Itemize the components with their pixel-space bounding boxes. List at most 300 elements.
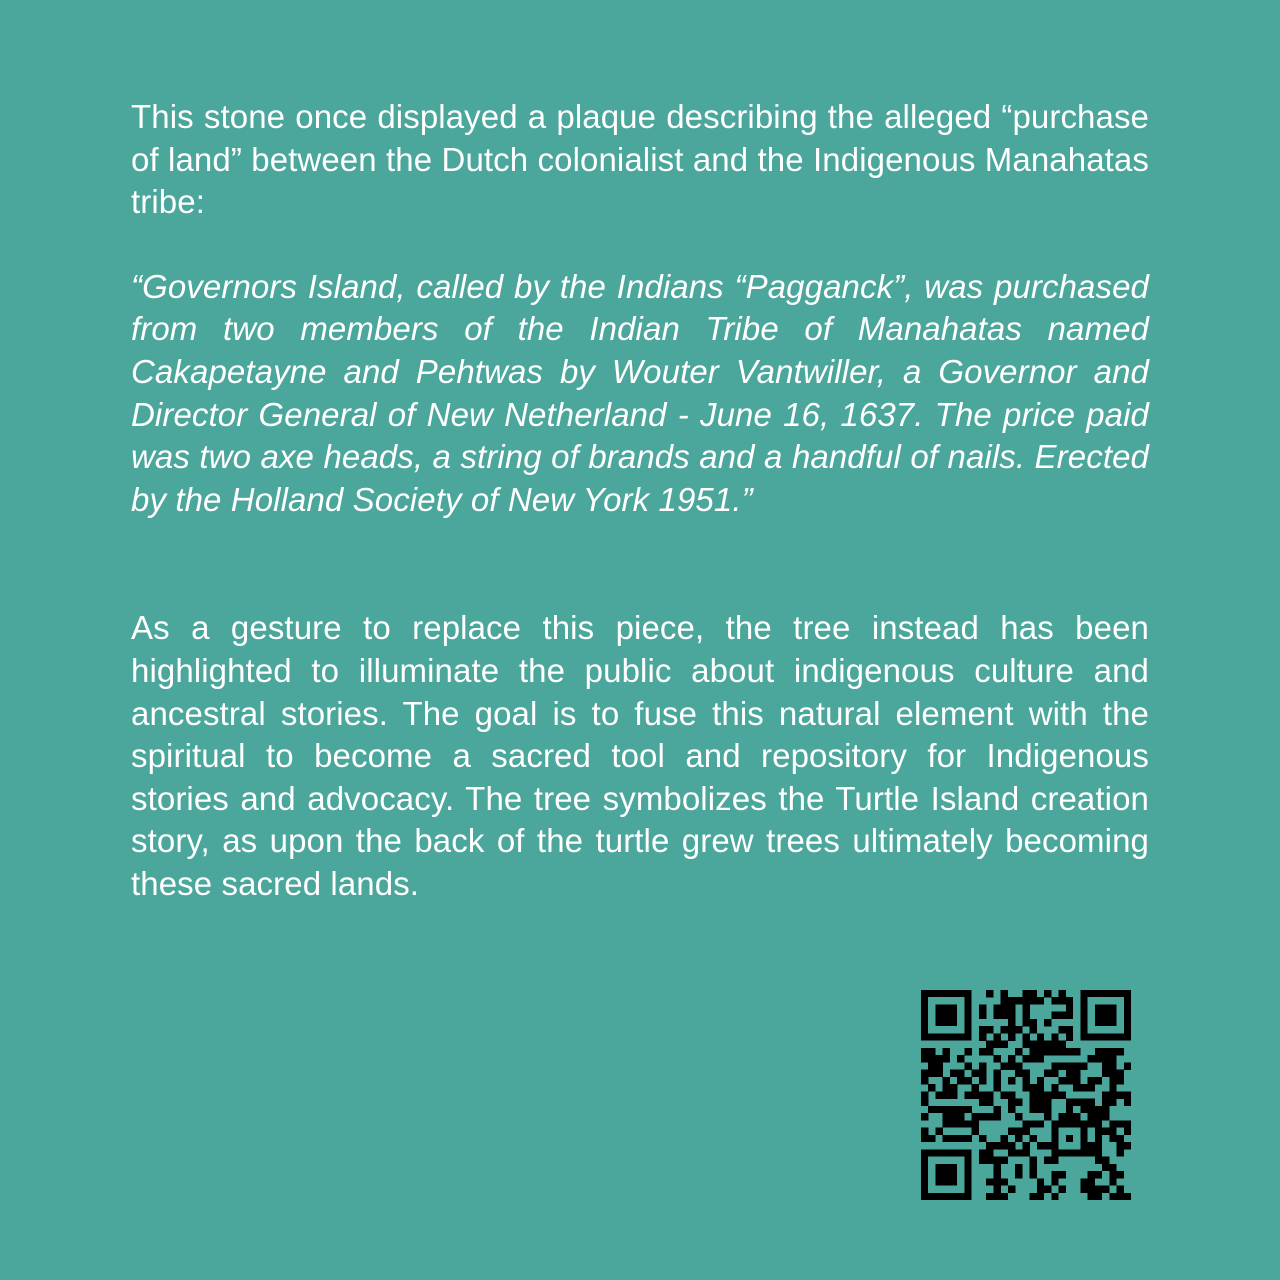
qr-module bbox=[1109, 1178, 1116, 1185]
qr-module bbox=[1088, 1171, 1095, 1178]
qr-module bbox=[1088, 1055, 1095, 1062]
qr-module bbox=[1124, 1120, 1131, 1127]
qr-module bbox=[928, 1062, 935, 1069]
qr-module bbox=[1095, 1077, 1102, 1084]
qr-module bbox=[1059, 1149, 1066, 1156]
qr-module bbox=[1015, 1149, 1022, 1156]
qr-module bbox=[1037, 1084, 1044, 1091]
qr-module bbox=[1001, 1142, 1008, 1149]
qr-module bbox=[1066, 1113, 1073, 1120]
qr-module bbox=[950, 1091, 957, 1098]
qr-module bbox=[1117, 1149, 1124, 1156]
qr-module bbox=[972, 1128, 979, 1135]
qr-module bbox=[979, 1077, 986, 1084]
qr-module bbox=[1008, 997, 1015, 1004]
qr-module bbox=[1088, 1084, 1095, 1091]
qr-module bbox=[1030, 997, 1037, 1004]
qr-module bbox=[964, 1106, 971, 1113]
qr-module bbox=[1117, 1091, 1124, 1098]
qr-module bbox=[921, 1128, 928, 1135]
qr-module bbox=[935, 1070, 942, 1077]
qr-module bbox=[1066, 1062, 1073, 1069]
qr-module bbox=[1030, 1091, 1037, 1098]
qr-module bbox=[1059, 1048, 1066, 1055]
qr-module bbox=[1051, 1149, 1058, 1156]
qr-module bbox=[1044, 1048, 1051, 1055]
qr-module bbox=[1051, 1070, 1058, 1077]
qr-module bbox=[1095, 1157, 1102, 1164]
qr-module bbox=[1008, 1099, 1015, 1106]
qr-module bbox=[1001, 1004, 1008, 1011]
qr-module bbox=[993, 1193, 1000, 1200]
qr-module bbox=[1008, 1062, 1015, 1069]
qr-module bbox=[1088, 1099, 1095, 1106]
qr-module bbox=[928, 1084, 935, 1091]
qr-module bbox=[1044, 1106, 1051, 1113]
qr-module bbox=[1037, 1120, 1044, 1127]
qr-module bbox=[1109, 1120, 1116, 1127]
qr-module bbox=[1066, 1120, 1073, 1127]
text-content bbox=[131, 96, 1149, 906]
qr-module bbox=[1044, 990, 1051, 997]
qr-module bbox=[979, 1135, 986, 1142]
qr-module bbox=[979, 1091, 986, 1098]
qr-module bbox=[921, 1070, 928, 1077]
qr-module bbox=[1109, 1055, 1116, 1062]
qr-module bbox=[957, 1135, 964, 1142]
qr-module bbox=[1088, 1178, 1095, 1185]
qr-module bbox=[1037, 1178, 1044, 1185]
qr-module bbox=[1015, 1113, 1022, 1120]
qr-module bbox=[1088, 1142, 1095, 1149]
qr-module bbox=[1073, 1113, 1080, 1120]
qr-module bbox=[964, 1091, 971, 1098]
qr-module bbox=[1030, 1164, 1037, 1171]
qr-module bbox=[1015, 1048, 1022, 1055]
qr-module bbox=[1109, 1070, 1116, 1077]
qr-module bbox=[1088, 1113, 1095, 1120]
qr-module bbox=[1066, 1033, 1073, 1040]
qr-module bbox=[1088, 1120, 1095, 1127]
qr-module bbox=[979, 1070, 986, 1077]
qr-module bbox=[921, 1055, 928, 1062]
intro-paragraph: This stone once displayed a plaque describing the alleged “purchase of land” between the Dutch colonialist and the Indigenous Manahatas tribe: bbox=[131, 98, 1149, 221]
qr-module bbox=[1059, 1091, 1066, 1098]
qr-module bbox=[993, 1070, 1000, 1077]
qr-module bbox=[1109, 1171, 1116, 1178]
qr-module bbox=[1117, 1186, 1124, 1193]
qr-module bbox=[1066, 1149, 1073, 1156]
qr-module bbox=[1022, 1033, 1029, 1040]
qr-module bbox=[1117, 1193, 1124, 1200]
qr-module bbox=[1059, 1186, 1066, 1193]
qr-module bbox=[1030, 1106, 1037, 1113]
qr-module bbox=[1080, 1099, 1087, 1106]
qr-module bbox=[935, 1106, 942, 1113]
qr-module bbox=[986, 1142, 993, 1149]
qr-module bbox=[928, 1055, 935, 1062]
qr-module bbox=[1066, 1099, 1073, 1106]
qr-module bbox=[1080, 1142, 1087, 1149]
qr-module bbox=[1051, 1128, 1058, 1135]
qr-module bbox=[1030, 1026, 1037, 1033]
qr-module bbox=[1059, 1120, 1066, 1127]
qr-module bbox=[1095, 1106, 1102, 1113]
qr-module bbox=[1059, 1077, 1066, 1084]
qr-module bbox=[1109, 1135, 1116, 1142]
qr-module bbox=[1095, 1055, 1102, 1062]
qr-module bbox=[921, 1135, 928, 1142]
qr-module bbox=[1073, 1070, 1080, 1077]
qr-module bbox=[950, 1070, 957, 1077]
qr-module bbox=[1008, 1012, 1015, 1019]
qr-module bbox=[1051, 1157, 1058, 1164]
qr-module bbox=[1117, 1135, 1124, 1142]
qr-module bbox=[993, 1084, 1000, 1091]
qr-module bbox=[1080, 1128, 1087, 1135]
qr-module bbox=[1022, 1120, 1029, 1127]
qr-module bbox=[1044, 1113, 1051, 1120]
qr-module bbox=[1095, 1142, 1102, 1149]
qr-module bbox=[921, 1113, 928, 1120]
qr-module bbox=[1102, 1106, 1109, 1113]
qr-module bbox=[986, 1157, 993, 1164]
qr-module bbox=[964, 1077, 971, 1084]
qr-module bbox=[1051, 1062, 1058, 1069]
qr-module bbox=[1109, 1062, 1116, 1069]
qr-module bbox=[1001, 990, 1008, 997]
qr-module bbox=[1030, 1055, 1037, 1062]
qr-module bbox=[1124, 1128, 1131, 1135]
qr-module bbox=[1008, 1019, 1015, 1026]
qr-module bbox=[972, 1120, 979, 1127]
qr-module bbox=[979, 1033, 986, 1040]
qr-module bbox=[1008, 1128, 1015, 1135]
qr-module bbox=[1037, 1077, 1044, 1084]
qr-module bbox=[1015, 1070, 1022, 1077]
qr-module bbox=[1008, 1142, 1015, 1149]
qr-module bbox=[1044, 1142, 1051, 1149]
qr-module bbox=[1044, 1019, 1051, 1026]
qr-module bbox=[1102, 1099, 1109, 1106]
qr-module bbox=[1073, 1084, 1080, 1091]
qr-module bbox=[972, 1113, 979, 1120]
qr-module bbox=[1015, 1062, 1022, 1069]
qr-module bbox=[1102, 1062, 1109, 1069]
qr-module bbox=[1030, 1135, 1037, 1142]
qr-module bbox=[1059, 1113, 1066, 1120]
qr-module bbox=[1051, 1041, 1058, 1048]
qr-module bbox=[950, 1135, 957, 1142]
qr-module bbox=[1030, 1019, 1037, 1026]
qr-module bbox=[1109, 1164, 1116, 1171]
qr-module bbox=[943, 1084, 950, 1091]
qr-module bbox=[979, 1004, 986, 1011]
qr-module bbox=[1008, 1186, 1015, 1193]
qr-module bbox=[993, 1142, 1000, 1149]
qr-module bbox=[1022, 1012, 1029, 1019]
qr-module bbox=[1001, 1091, 1008, 1098]
qr-module bbox=[1030, 1048, 1037, 1055]
qr-module bbox=[1001, 1135, 1008, 1142]
qr-module bbox=[993, 1041, 1000, 1048]
qr-module bbox=[1030, 1157, 1037, 1164]
qr-module bbox=[972, 1070, 979, 1077]
qr-module bbox=[1022, 1077, 1029, 1084]
qr-module bbox=[1080, 1084, 1087, 1091]
qr-module bbox=[1095, 1128, 1102, 1135]
qr-module bbox=[979, 1026, 986, 1033]
qr-module bbox=[986, 1099, 993, 1106]
qr-module bbox=[1080, 1178, 1087, 1185]
qr-module bbox=[979, 1113, 986, 1120]
qr-module bbox=[1051, 1171, 1058, 1178]
qr-module bbox=[1015, 1164, 1022, 1171]
qr-module bbox=[1001, 1193, 1008, 1200]
qr-module bbox=[943, 1135, 950, 1142]
qr-module bbox=[1073, 1062, 1080, 1069]
qr-module bbox=[1073, 1048, 1080, 1055]
qr-module bbox=[1051, 1193, 1058, 1200]
qr-module bbox=[1109, 1091, 1116, 1098]
qr-module bbox=[1124, 1062, 1131, 1069]
qr-module bbox=[1088, 1077, 1095, 1084]
qr-module bbox=[1066, 997, 1073, 1004]
qr-module bbox=[993, 1113, 1000, 1120]
qr-module bbox=[1022, 1041, 1029, 1048]
qr-module bbox=[1066, 1004, 1073, 1011]
qr-module bbox=[950, 1120, 957, 1127]
qr-module bbox=[1008, 1149, 1015, 1156]
qr-module bbox=[1080, 1135, 1087, 1142]
qr-module bbox=[1095, 1186, 1102, 1193]
qr-module bbox=[1022, 990, 1029, 997]
qr-module bbox=[1095, 1113, 1102, 1120]
qr-module bbox=[993, 1186, 1000, 1193]
qr-module bbox=[1059, 1171, 1066, 1178]
qr-module bbox=[1109, 1084, 1116, 1091]
qr-module bbox=[921, 1091, 928, 1098]
qr-module bbox=[1037, 1142, 1044, 1149]
qr-module bbox=[1102, 1186, 1109, 1193]
qr-module bbox=[1001, 1178, 1008, 1185]
qr-module bbox=[1008, 1033, 1015, 1040]
qr-module bbox=[1037, 1041, 1044, 1048]
qr-module bbox=[993, 1055, 1000, 1062]
qr-module bbox=[1059, 1041, 1066, 1048]
qr-module bbox=[943, 1120, 950, 1127]
qr-module bbox=[972, 1084, 979, 1091]
qr-module bbox=[1080, 1149, 1087, 1156]
qr-module bbox=[1059, 1012, 1066, 1019]
qr-module bbox=[1051, 1135, 1058, 1142]
qr-module bbox=[1109, 1077, 1116, 1084]
qr-module bbox=[1109, 1099, 1116, 1106]
qr-module bbox=[1037, 1055, 1044, 1062]
qr-module bbox=[943, 1113, 950, 1120]
qr-module bbox=[986, 1193, 993, 1200]
qr-module bbox=[986, 1113, 993, 1120]
qr-code-icon[interactable] bbox=[921, 990, 1131, 1200]
qr-module bbox=[1015, 1135, 1022, 1142]
qr-module bbox=[1001, 1026, 1008, 1033]
qr-module bbox=[1001, 1062, 1008, 1069]
qr-module bbox=[1037, 1106, 1044, 1113]
qr-module bbox=[1095, 1135, 1102, 1142]
qr-module bbox=[1102, 1157, 1109, 1164]
qr-module bbox=[1030, 1084, 1037, 1091]
qr-module bbox=[1051, 1033, 1058, 1040]
qr-module bbox=[1022, 1055, 1029, 1062]
qr-module bbox=[1001, 1041, 1008, 1048]
qr-module bbox=[1080, 1120, 1087, 1127]
qr-module bbox=[1008, 1106, 1015, 1113]
qr-module bbox=[1030, 1193, 1037, 1200]
qr-module bbox=[950, 1106, 957, 1113]
qr-module bbox=[1073, 1077, 1080, 1084]
qr-module bbox=[943, 1077, 950, 1084]
qr-module bbox=[979, 1149, 986, 1156]
qr-module bbox=[993, 1171, 1000, 1178]
qr-module bbox=[1022, 1070, 1029, 1077]
qr-module bbox=[1088, 1106, 1095, 1113]
qr-module bbox=[1051, 1012, 1058, 1019]
qr-module bbox=[1059, 990, 1066, 997]
qr-module bbox=[957, 1106, 964, 1113]
qr-module bbox=[1015, 1026, 1022, 1033]
qr-module bbox=[1008, 1077, 1015, 1084]
qr-module bbox=[1095, 1171, 1102, 1178]
qr-module bbox=[1044, 1070, 1051, 1077]
qr-module bbox=[964, 1135, 971, 1142]
qr-module bbox=[1044, 1157, 1051, 1164]
qr-module bbox=[1095, 1193, 1102, 1200]
qr-module bbox=[1066, 1077, 1073, 1084]
qr-module bbox=[1073, 1120, 1080, 1127]
qr-module bbox=[1037, 997, 1044, 1004]
qr-module bbox=[1102, 1048, 1109, 1055]
qr-module bbox=[928, 1106, 935, 1113]
qr-module bbox=[1022, 1128, 1029, 1135]
qr-module bbox=[943, 1091, 950, 1098]
qr-module bbox=[950, 1084, 957, 1091]
qr-module bbox=[986, 1048, 993, 1055]
qr-module bbox=[1066, 1070, 1073, 1077]
qr-module bbox=[993, 1012, 1000, 1019]
qr-module bbox=[1080, 1062, 1087, 1069]
qr-module bbox=[993, 1033, 1000, 1040]
qr-module bbox=[950, 1113, 957, 1120]
qr-module bbox=[986, 1091, 993, 1098]
qr-module bbox=[1044, 1099, 1051, 1106]
qr-module bbox=[1044, 1041, 1051, 1048]
qr-module bbox=[928, 1048, 935, 1055]
qr-module bbox=[1051, 1178, 1058, 1185]
qr-module bbox=[1037, 1033, 1044, 1040]
qr-module bbox=[1124, 1193, 1131, 1200]
qr-module bbox=[986, 1178, 993, 1185]
qr-module bbox=[957, 1077, 964, 1084]
qr-module bbox=[1051, 1048, 1058, 1055]
qr-module bbox=[1102, 1128, 1109, 1135]
qr-module bbox=[1008, 1055, 1015, 1062]
qr-module bbox=[943, 1106, 950, 1113]
qr-module bbox=[993, 1164, 1000, 1171]
qr-module bbox=[986, 1026, 993, 1033]
qr-module bbox=[1051, 1142, 1058, 1149]
qr-module bbox=[1124, 1099, 1131, 1106]
qr-module bbox=[957, 1070, 964, 1077]
qr-module bbox=[1051, 1091, 1058, 1098]
qr-module bbox=[1030, 1041, 1037, 1048]
qr-module bbox=[1030, 1099, 1037, 1106]
qr-module bbox=[957, 1055, 964, 1062]
qr-module bbox=[1066, 1048, 1073, 1055]
qr-module bbox=[1030, 1120, 1037, 1127]
qr-module bbox=[921, 1099, 928, 1106]
qr-module bbox=[964, 1048, 971, 1055]
qr-module bbox=[1088, 1149, 1095, 1156]
qr-module bbox=[935, 1055, 942, 1062]
qr-module bbox=[1080, 1106, 1087, 1113]
qr-module bbox=[1022, 1149, 1029, 1156]
qr-module bbox=[1117, 1048, 1124, 1055]
qr-module bbox=[1022, 1142, 1029, 1149]
qr-module bbox=[986, 990, 993, 997]
qr-module bbox=[1102, 1055, 1109, 1062]
qr-module bbox=[979, 1062, 986, 1069]
qr-module bbox=[1059, 1062, 1066, 1069]
qr-module bbox=[979, 1048, 986, 1055]
qr-module bbox=[993, 1157, 1000, 1164]
qr-module bbox=[1095, 1149, 1102, 1156]
qr-module bbox=[993, 1178, 1000, 1185]
qr-module bbox=[1095, 1048, 1102, 1055]
qr-module bbox=[1030, 1171, 1037, 1178]
qr-module bbox=[957, 1113, 964, 1120]
qr-module bbox=[979, 1099, 986, 1106]
qr-module bbox=[1037, 1186, 1044, 1193]
qr-module bbox=[979, 1157, 986, 1164]
qr-module bbox=[1102, 1070, 1109, 1077]
qr-module bbox=[1117, 1120, 1124, 1127]
qr-module bbox=[979, 1012, 986, 1019]
qr-module bbox=[1102, 1091, 1109, 1098]
qr-module bbox=[928, 1070, 935, 1077]
qr-module bbox=[1066, 1026, 1073, 1033]
qr-module bbox=[935, 1091, 942, 1098]
qr-module bbox=[1073, 1099, 1080, 1106]
qr-module bbox=[1037, 1048, 1044, 1055]
qr-module bbox=[964, 1120, 971, 1127]
qr-module bbox=[1109, 1048, 1116, 1055]
qr-module bbox=[1117, 1171, 1124, 1178]
qr-module bbox=[1022, 997, 1029, 1004]
qr-module bbox=[993, 1077, 1000, 1084]
qr-module bbox=[1008, 1026, 1015, 1033]
qr-module bbox=[921, 1048, 928, 1055]
qr-module bbox=[943, 1055, 950, 1062]
description-paragraph: As a gesture to replace this piece, the tree instead has been highlighted to illuminate the public about indigenous culture and ancestral stories. The goal is to fuse this natural element with the spiritual to become a sacred tool and repository for Indigenous stories and advocacy. The tree symbolizes the Turtle Island creation story, as upon the back of the turtle grew trees ultimately becoming these sacred lands. bbox=[131, 609, 1149, 902]
qr-module bbox=[1008, 1004, 1015, 1011]
qr-module bbox=[1117, 1077, 1124, 1084]
qr-module bbox=[1022, 1019, 1029, 1026]
qr-module bbox=[1102, 1164, 1109, 1171]
qr-module bbox=[1059, 997, 1066, 1004]
qr-module bbox=[1001, 1012, 1008, 1019]
qr-module bbox=[1044, 1091, 1051, 1098]
qr-module bbox=[1030, 990, 1037, 997]
